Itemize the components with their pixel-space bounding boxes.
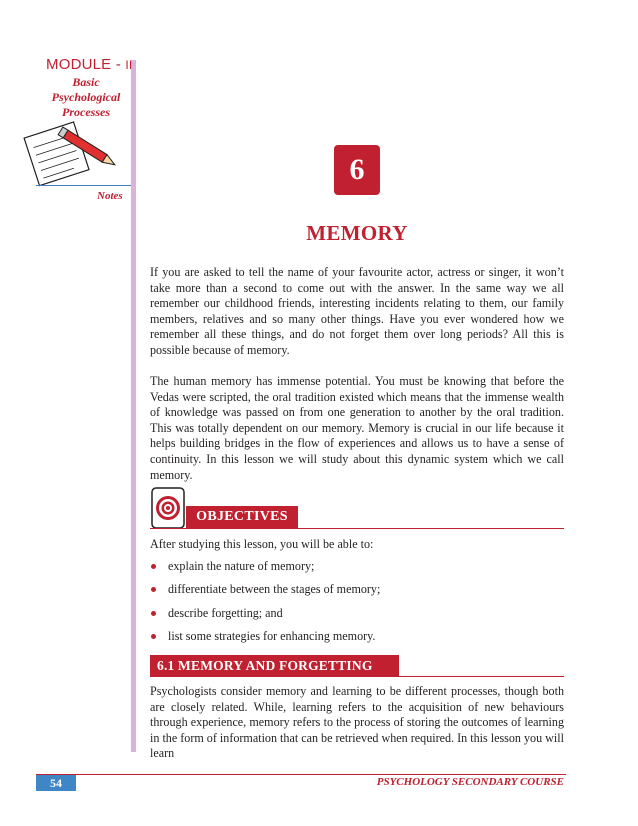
course-title: PSYCHOLOGY SECONDARY COURSE bbox=[376, 776, 564, 788]
notes-label: Notes bbox=[97, 190, 123, 202]
notebook-pencil-icon bbox=[20, 118, 130, 188]
section-heading: 6.1 MEMORY AND FORGETTING bbox=[150, 655, 399, 676]
list-item-text: describe forgetting; and bbox=[168, 605, 283, 620]
notes-divider bbox=[36, 185, 131, 186]
chapter-number-badge: 6 bbox=[334, 145, 380, 195]
module-subtitle bbox=[44, 75, 128, 120]
module-number: II bbox=[125, 58, 133, 72]
target-icon bbox=[151, 487, 185, 529]
module-subtitle-line: Processes bbox=[62, 105, 110, 119]
module-label: MODULE - bbox=[46, 56, 126, 73]
sidebar-divider bbox=[131, 60, 136, 752]
bullet-icon bbox=[151, 634, 156, 639]
list-item bbox=[150, 559, 564, 575]
list-item-text: explain the nature of memory; bbox=[168, 559, 315, 573]
module-subtitle-line: Psychological bbox=[51, 90, 121, 104]
objectives-heading: OBJECTIVES bbox=[186, 506, 298, 528]
objectives-list bbox=[150, 559, 564, 653]
section-rule bbox=[150, 676, 564, 677]
footer-rule bbox=[36, 774, 566, 775]
list-item bbox=[150, 629, 564, 645]
list-item bbox=[150, 606, 564, 622]
objectives-rule bbox=[150, 528, 564, 529]
chapter-title: MEMORY bbox=[306, 221, 408, 245]
bullet-icon bbox=[151, 587, 156, 592]
section-paragraph: Psychologists consider memory and learning to be different processes, though both are closely related. While, learning refers to the acquisition of new behaviours through experience, memory refers to the process of storing the outcomes of learning in the form of information that can be retrieved when required. In this lesson you will learn bbox=[150, 684, 564, 761]
list-item bbox=[150, 582, 564, 598]
intro-paragraph-1: If you are asked to tell the name of your favourite actor, actress or singer, it won’t take more than a second to come out with the answer. In the same way we all remember our childhood friends, interesting incidents relating to them, our family members, relatives and so many other things. Have you ever wondered how we remember all these things, and do not forget them over long periods? All this is possible because of memory. bbox=[150, 265, 564, 357]
list-item-text: list some strategies for enhancing memory. bbox=[168, 629, 376, 644]
intro-paragraph-2: The human memory has immense potential. You must be knowing that before the Vedas were scripted, the oral tradition existed which means that the immense wealth of knowledge was passed on from one generation to another by the oral tradition. This was totally dependent on our memory. Memory is crucial in our life because it helps building bridges in the flow of experiences and allows us to have a sense of continuity. In this lesson we will study about this dynamic system which we call memory. bbox=[150, 374, 564, 482]
module-title bbox=[46, 56, 132, 73]
bullet-icon bbox=[151, 611, 156, 616]
objectives-intro: After studying this lesson, you will be able to: bbox=[150, 537, 374, 551]
module-subtitle-line: Basic bbox=[72, 75, 100, 89]
page-number: 54 bbox=[36, 775, 76, 791]
bullet-icon bbox=[151, 564, 156, 569]
list-item-text: differentiate between the stages of memory; bbox=[168, 582, 381, 597]
